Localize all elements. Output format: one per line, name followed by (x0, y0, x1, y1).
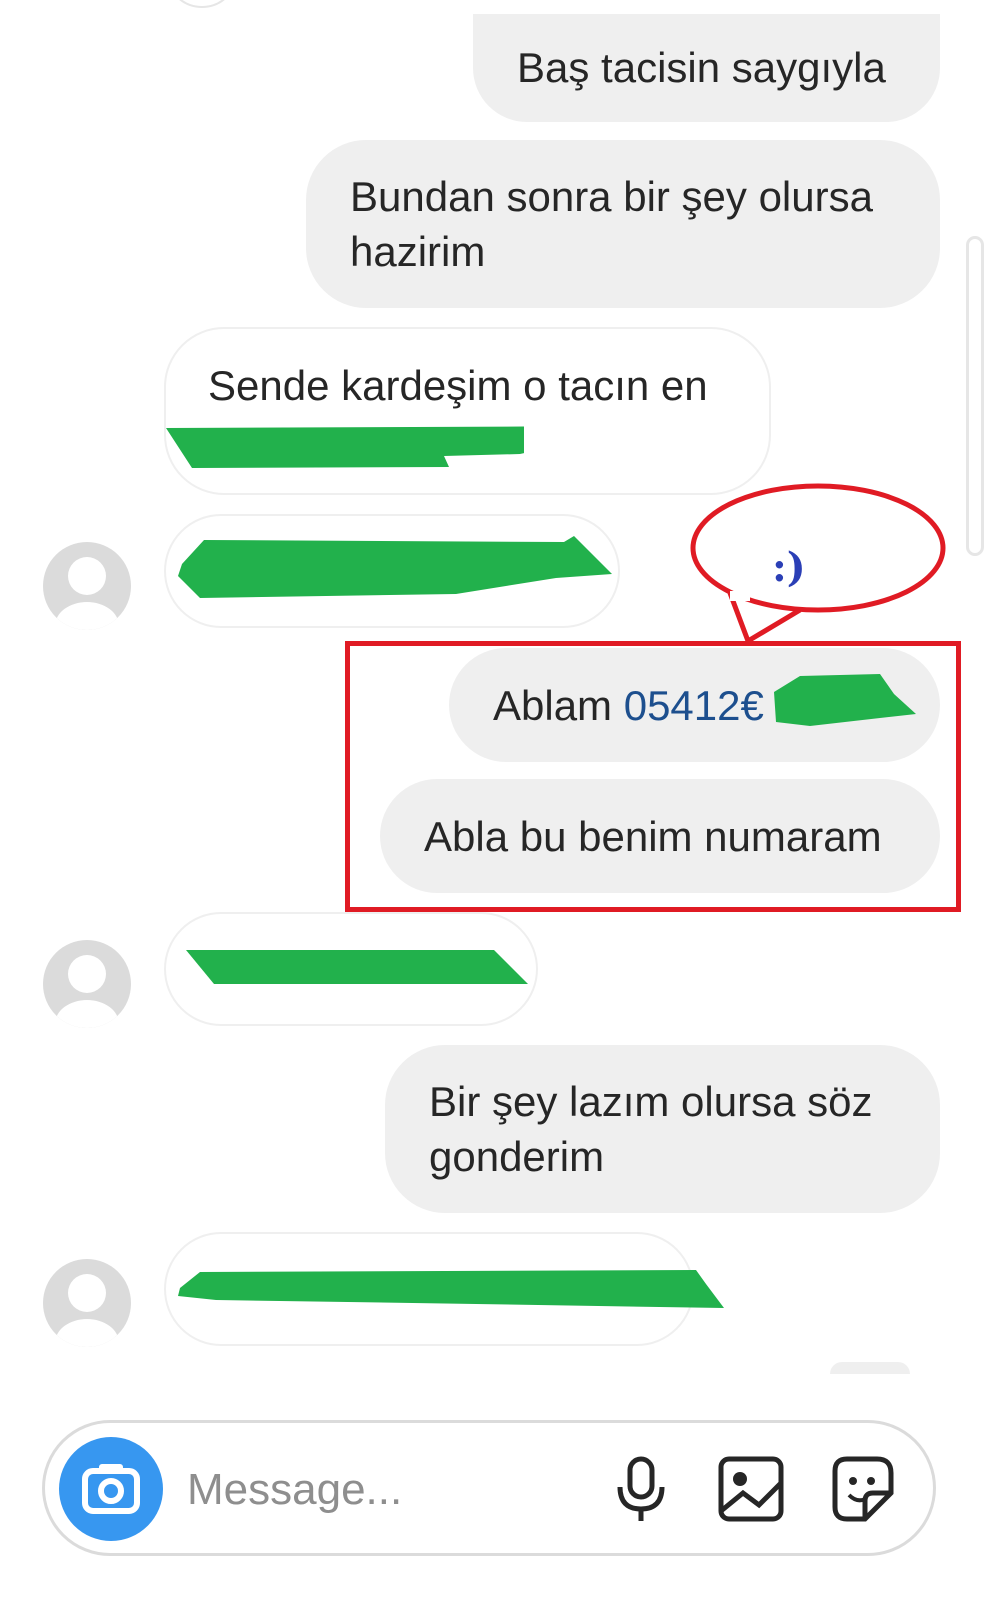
camera-button[interactable] (59, 1437, 163, 1541)
microphone-button[interactable] (605, 1453, 677, 1525)
gallery-icon (715, 1453, 787, 1525)
user-icon (43, 1259, 131, 1347)
redaction-mark (176, 1266, 728, 1312)
message-bubble-sent[interactable] (380, 779, 940, 893)
annotation-text: :) (772, 544, 806, 591)
message-bubble-sent[interactable] (830, 1362, 910, 1374)
message-text: Bir şey lazım olursa söz gonderim (429, 1078, 873, 1180)
top-avatar-remnant (170, 0, 234, 8)
redaction-mark (184, 946, 530, 988)
message-bubble-sent[interactable] (473, 14, 940, 122)
redaction-mark (164, 420, 524, 472)
user-icon (43, 542, 131, 630)
message-bubble-sent[interactable] (306, 140, 940, 308)
avatar[interactable] (43, 1259, 131, 1347)
message-bubble-sent[interactable] (385, 1045, 940, 1213)
redaction-mark (176, 534, 618, 600)
camera-icon (59, 1437, 163, 1541)
message-text: Baş tacisin saygıyla (517, 44, 886, 91)
microphone-icon (605, 1453, 677, 1525)
annotation-callout (690, 480, 952, 645)
avatar[interactable] (43, 542, 131, 630)
user-icon (43, 940, 131, 1028)
message-input[interactable] (185, 1459, 569, 1521)
avatar[interactable] (43, 940, 131, 1028)
sticker-icon (825, 1453, 897, 1525)
message-text: Abla bu benim numaram (424, 813, 882, 860)
redaction-mark (770, 670, 920, 730)
message-text: Sende kardeşim o tacın en (208, 362, 708, 409)
message-text: Bundan sonra bir şey olursa hazirim (350, 173, 873, 275)
message-text: Ablam 05412€ (493, 682, 764, 729)
sticker-button[interactable] (825, 1453, 897, 1525)
message-composer (42, 1420, 936, 1556)
scrollbar[interactable] (966, 236, 984, 556)
gallery-button[interactable] (715, 1453, 787, 1525)
phone-number-link[interactable]: 05412€ (623, 682, 764, 729)
